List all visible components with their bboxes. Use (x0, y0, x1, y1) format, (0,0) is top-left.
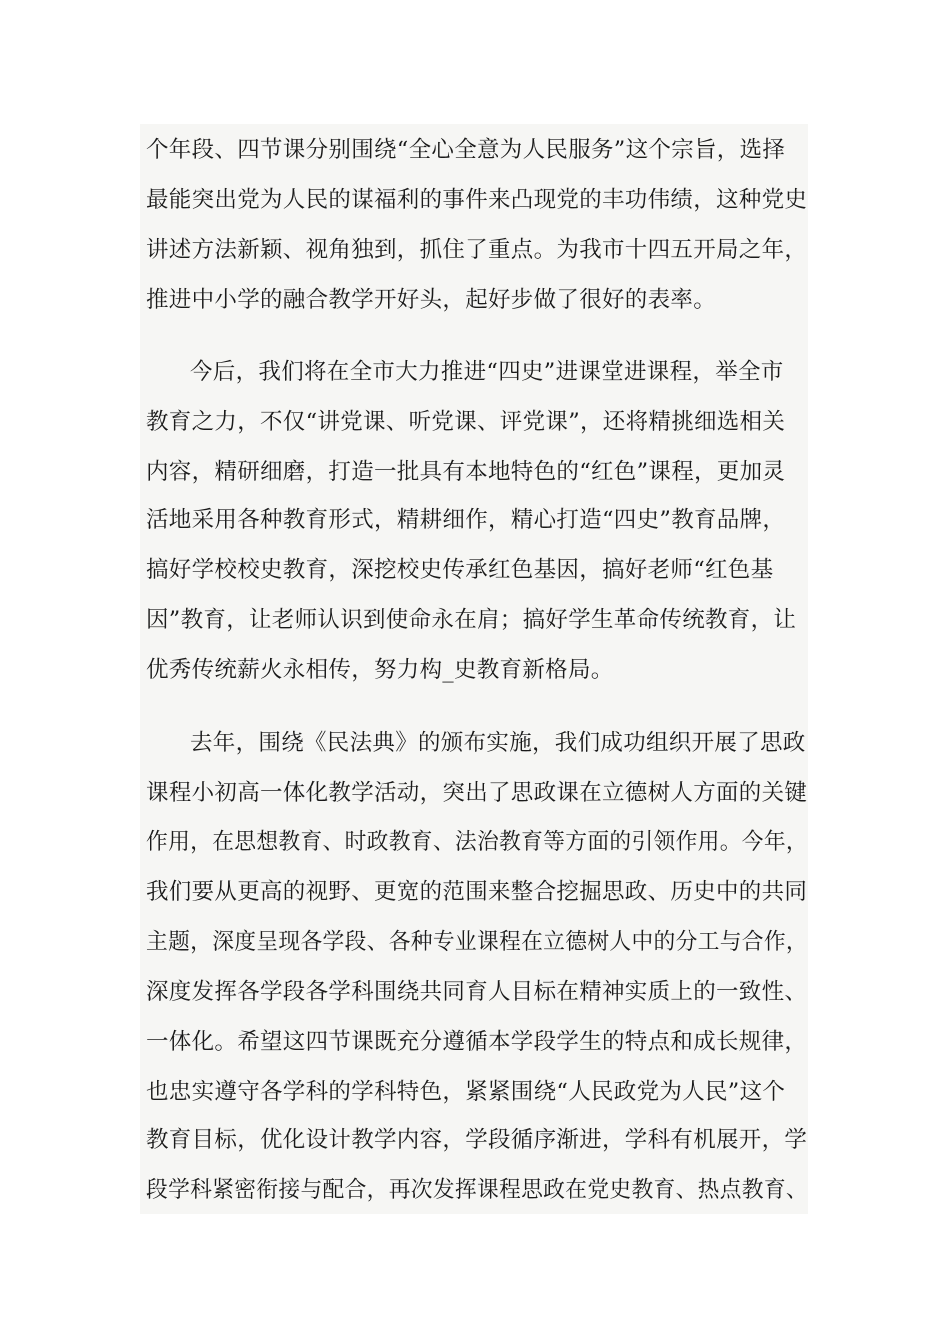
paragraph-3-line-6: 深度发挥各学段各学科围绕共同育人目标在精神实质上的一致性、 (146, 979, 808, 1005)
paragraph-2-line-1: 今后，我们将在全市大力推进“四史”进课堂进课程，举全市 (190, 359, 784, 385)
paragraph-3-line-3: 作用，在思想教育、时政教育、法治教育等方面的引领作用。今年， (146, 829, 808, 855)
paragraph-2-line-7: 优秀传统薪火永相传，努力构_史教育新格局。 (146, 657, 614, 683)
paragraph-3-line-2: 课程小初高一体化教学活动，突出了思政课在立德树人方面的关键 (146, 780, 808, 806)
paragraph-3-line-7: 一体化。希望这四节课既充分遵循本学段学生的特点和成长规律， (146, 1029, 808, 1055)
paragraph-3-line-8: 也忠实遵守各学科的学科特色，紧紧围绕“人民政党为人民”这个 (146, 1079, 786, 1105)
paragraph-1-line-4: 推进中小学的融合教学开好头，起好步做了很好的表率。 (146, 287, 717, 313)
paragraph-2-line-6: 因”教育，让老师认识到使命永在肩；搞好学生革命传统教育，让 (146, 607, 797, 633)
paragraph-3-line-10: 段学科紧密衔接与配合，再次发挥课程思政在党史教育、热点教育、 (146, 1177, 808, 1203)
paragraph-1-line-2: 最能突出党为人民的谋福利的事件来凸现党的丰功伟绩，这种党史 (146, 187, 808, 213)
paragraph-2-line-3: 内容，精研细磨，打造一批具有本地特色的“红色”课程，更加灵 (146, 459, 786, 485)
paragraph-3-line-1: 去年，围绕《民法典》的颁布实施，我们成功组织开展了思政 (190, 730, 806, 756)
paragraph-1-line-1: 个年段、四节课分别围绕“全心全意为人民服务”这个宗旨，选择 (146, 137, 786, 163)
paragraph-3-line-5: 主题，深度呈现各学段、各种专业课程在立德树人中的分工与合作， (146, 929, 808, 955)
paragraph-2-line-2: 教育之力，不仅“讲党课、听党课、评党课”，还将精挑细选相关 (146, 409, 786, 435)
paragraph-3-line-9: 教育目标，优化设计教学内容，学段循序渐进，学科有机展开，学 (146, 1127, 808, 1153)
paragraph-2-line-5: 搞好学校校史教育，深挖校史传承红色基因，搞好老师“红色基 (146, 557, 774, 583)
paragraph-1-line-3: 讲述方法新颖、视角独到，抓住了重点。为我市十四五开局之年， (146, 237, 808, 263)
paragraph-3-line-4: 我们要从更高的视野、更宽的范围来整合挖掘思政、历史中的共同 (146, 879, 808, 905)
paragraph-2-line-4: 活地采用各种教育形式，精耕细作，精心打造“四史”教育品牌， (146, 507, 786, 533)
